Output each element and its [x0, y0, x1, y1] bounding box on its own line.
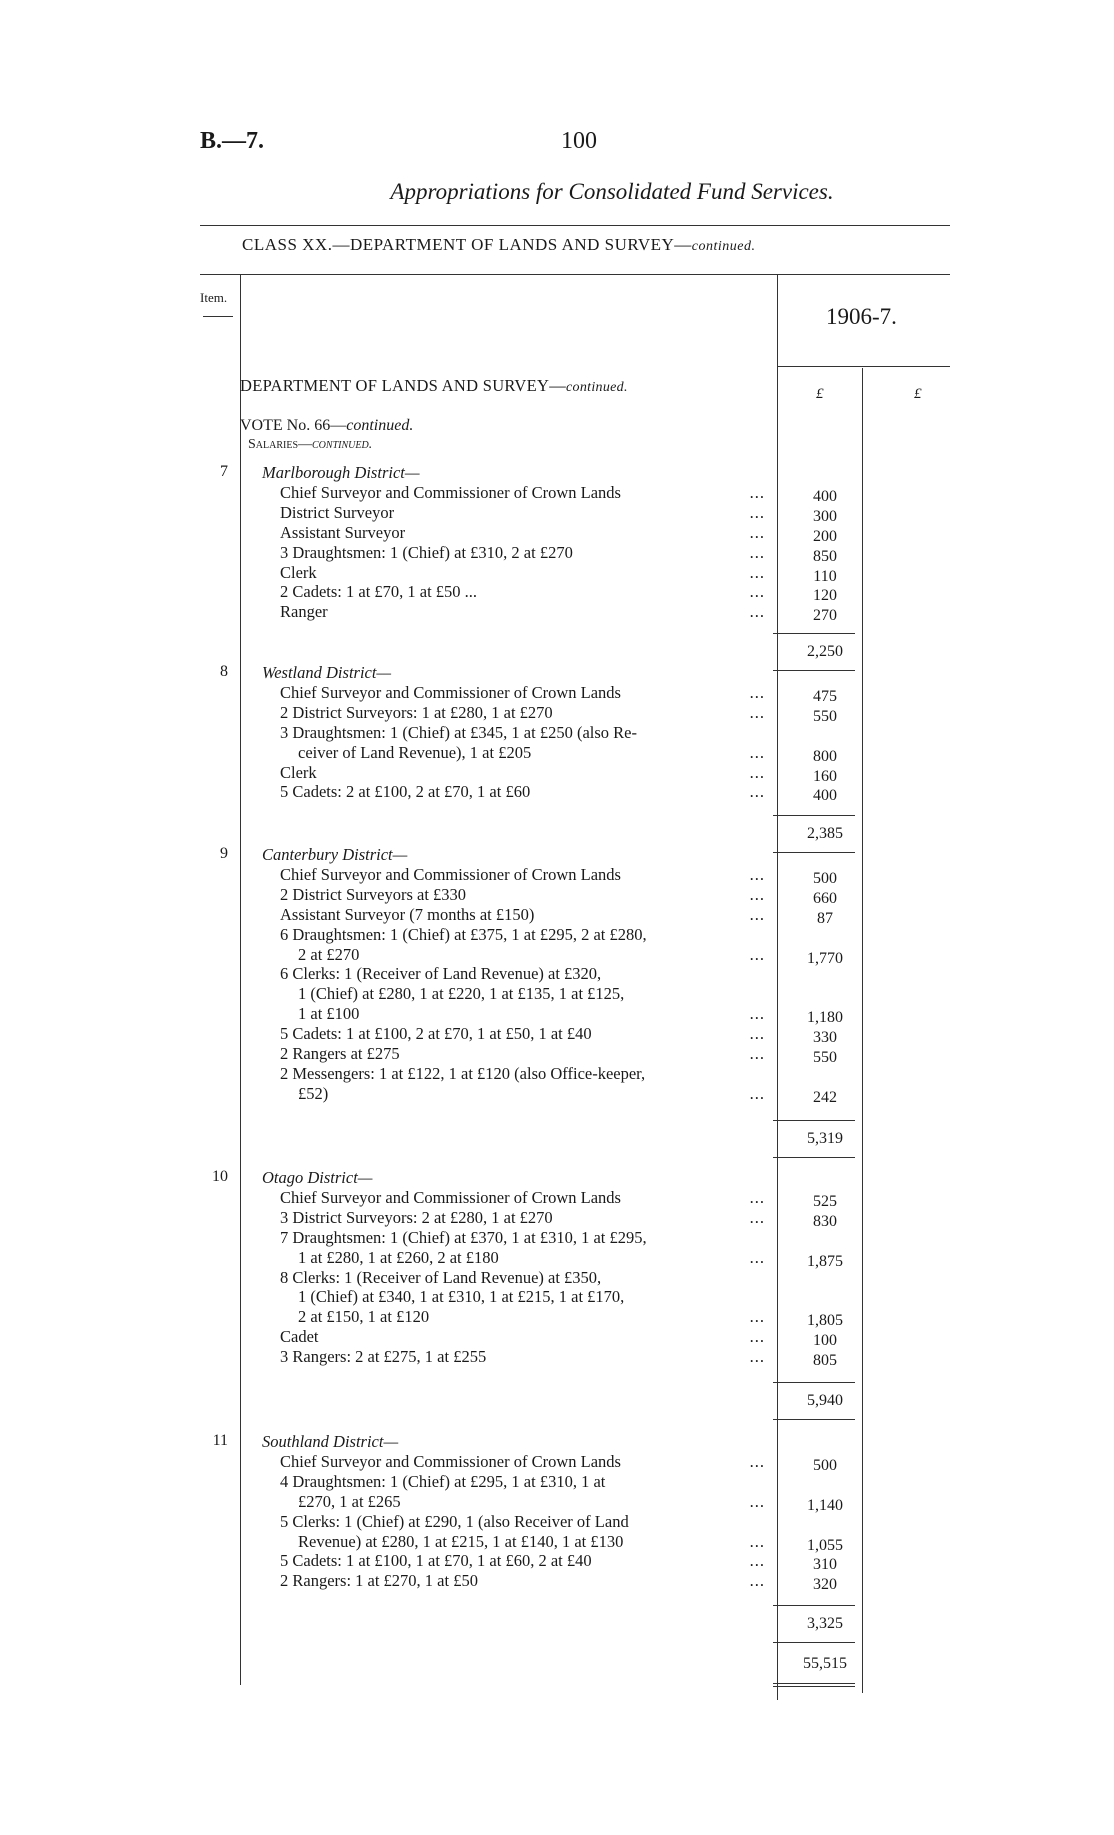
district-total: 5,319	[807, 1130, 843, 1147]
leader-dots: ...	[749, 482, 765, 502]
grand-total-rule-double	[773, 1686, 855, 1687]
line-item-amount: 1,180	[807, 1009, 843, 1027]
line-item-amount: 200	[813, 527, 837, 545]
line-item	[280, 925, 765, 945]
leader-dots: ...	[749, 1531, 765, 1551]
leader-dots: ...	[749, 782, 765, 802]
line-item	[298, 1307, 765, 1327]
pound-header-2: £	[914, 386, 922, 402]
line-item-text: 3 Rangers: 2 at £275, 1 at £255	[280, 1347, 487, 1367]
leader-dots: ...	[749, 542, 765, 562]
class-heading: CLASS XX.—DEPARTMENT OF LANDS AND SURVEY—continued.	[242, 235, 756, 254]
line-item	[280, 964, 765, 984]
line-item	[280, 1452, 765, 1472]
item-number: 11	[212, 1432, 228, 1449]
leader-dots: ...	[749, 1024, 765, 1044]
line-item-text: District Surveyor	[280, 502, 395, 522]
district-total: 5,940	[807, 1392, 843, 1409]
line-item-text: 1 (Chief) at £280, 1 at £220, 1 at £135, 1 at £125,	[298, 984, 625, 1004]
leader-dots: ...	[749, 502, 765, 522]
line-item	[280, 1512, 765, 1532]
item-number: 10	[212, 1168, 228, 1185]
line-item-amount: 500	[813, 1456, 837, 1474]
line-item	[280, 723, 765, 743]
line-item-text: 1 (Chief) at £340, 1 at £310, 1 at £215, 1 at £170,	[298, 1287, 625, 1307]
line-item-text: 2 at £150, 1 at £120	[298, 1307, 430, 1327]
line-item	[298, 1532, 765, 1552]
line-item-amount: 160	[813, 767, 837, 785]
item-column-header: Item.	[200, 290, 228, 305]
class-rule	[200, 274, 950, 275]
line-item-amount: 1,875	[807, 1252, 843, 1270]
leader-dots: ...	[749, 522, 765, 542]
line-item-amount: 550	[813, 707, 837, 725]
item-header-dash	[203, 316, 233, 317]
leader-dots: ...	[749, 904, 765, 924]
line-item	[280, 1347, 765, 1367]
line-item-amount: 110	[813, 567, 837, 585]
line-item	[280, 1208, 765, 1228]
line-item	[280, 543, 765, 563]
line-item-text: 7 Draughtsmen: 1 (Chief) at £370, 1 at £310, 1 at £295,	[280, 1227, 647, 1247]
item-number: 8	[220, 663, 228, 680]
line-item-text: Chief Surveyor and Commissioner of Crown Lands	[280, 682, 621, 702]
line-item-amount: 120	[813, 587, 837, 605]
leader-dots: ...	[749, 944, 765, 964]
line-item	[280, 782, 765, 802]
district-name: Westland District—	[262, 663, 392, 682]
year-rule	[777, 366, 950, 367]
line-item-amount: 800	[813, 747, 837, 765]
line-item	[280, 885, 765, 905]
district-name: Southland District—	[262, 1432, 399, 1451]
line-item	[298, 1084, 765, 1104]
leader-dots: ...	[749, 1187, 765, 1207]
line-item	[280, 1024, 765, 1044]
line-item-amount: 550	[813, 1049, 837, 1066]
line-item	[280, 602, 765, 622]
year-header: 1906-7.	[826, 304, 897, 329]
line-item-text: 2 Rangers at £275	[280, 1044, 400, 1063]
district-total: 2,250	[807, 643, 843, 660]
leader-dots: ...	[749, 1307, 765, 1327]
line-item	[280, 483, 765, 503]
subtotal-rule-top	[773, 1605, 855, 1606]
leader-dots: ...	[749, 1551, 765, 1571]
line-item	[280, 582, 765, 602]
line-item-text: 2 Rangers: 1 at £270, 1 at £50	[280, 1571, 478, 1591]
line-item	[280, 1188, 765, 1208]
line-item-text: Clerk	[280, 762, 317, 782]
subtotal-rule-bottom	[773, 1642, 855, 1643]
line-item-text: Ranger	[280, 602, 328, 622]
line-item-amount: 1,140	[807, 1496, 843, 1514]
line-item	[280, 905, 765, 925]
line-item-text: Assistant Surveyor	[280, 522, 406, 542]
top-rule	[200, 225, 950, 226]
line-item	[280, 763, 765, 783]
line-item-amount: 400	[813, 787, 837, 805]
line-item-amount: 310	[813, 1556, 837, 1574]
line-item	[280, 503, 765, 523]
line-item-amount: 270	[813, 607, 837, 625]
line-item-text: 4 Draughtsmen: 1 (Chief) at £295, 1 at £310, 1 at	[280, 1471, 606, 1491]
leader-dots: ...	[749, 1004, 765, 1024]
leader-dots: ...	[749, 1347, 765, 1367]
district-total: 2,385	[807, 825, 843, 842]
line-item-text: Chief Surveyor and Commissioner of Crown Lands	[280, 482, 621, 502]
subtotal-rule-top	[773, 1120, 855, 1121]
line-item	[280, 1327, 765, 1347]
line-item	[280, 703, 765, 723]
line-item-amount: 300	[813, 507, 837, 525]
line-item	[280, 865, 765, 885]
leader-dots: ...	[749, 742, 765, 762]
line-item-amount: 1,055	[807, 1536, 843, 1554]
line-item-text: 2 Messengers: 1 at £122, 1 at £120 (also Office-keeper,	[280, 1063, 646, 1083]
department-heading: DEPARTMENT OF LANDS AND SURVEY—continued.	[240, 376, 628, 395]
line-item	[280, 1472, 765, 1492]
line-item-text: £52)	[298, 1083, 329, 1103]
line-item	[280, 563, 765, 583]
leader-dots: ...	[749, 682, 765, 702]
salaries-heading: Salaries—continued.	[248, 437, 373, 452]
leader-dots: ...	[749, 1207, 765, 1227]
leader-dots: ...	[749, 1247, 765, 1267]
line-item-amount: 830	[813, 1212, 837, 1230]
vote-heading: VOTE No. 66—continued.	[240, 417, 414, 434]
leader-dots: ...	[749, 1571, 765, 1591]
leader-dots: ...	[749, 1451, 765, 1471]
total-column-divider	[862, 368, 863, 1693]
line-item	[298, 1287, 765, 1307]
line-item	[280, 1228, 765, 1248]
district-name: Marlborough District—	[262, 463, 420, 482]
subtotal-rule-top	[773, 1382, 855, 1383]
subtotal-rule-bottom	[773, 1419, 855, 1420]
line-item	[298, 743, 765, 763]
line-item-amount: 475	[813, 687, 837, 705]
line-item-text: 1 at £100	[298, 1004, 360, 1024]
line-item-amount: 87	[817, 909, 833, 927]
line-item-text: 2 Cadets: 1 at £70, 1 at £50 ...	[280, 582, 478, 602]
leader-dots: ...	[749, 884, 765, 904]
grand-total: 55,515	[803, 1655, 847, 1672]
leader-dots: ...	[749, 702, 765, 722]
line-item	[280, 683, 765, 703]
leader-dots: ...	[749, 1327, 765, 1347]
line-item-amount: 400	[813, 487, 837, 505]
line-item	[280, 1571, 765, 1591]
line-item-text: 1 at £280, 1 at £260, 2 at £180	[298, 1247, 499, 1267]
leader-dots: ...	[749, 562, 765, 582]
leader-dots: ...	[749, 864, 765, 884]
leader-dots: ...	[749, 1083, 765, 1103]
line-item-text: 6 Draughtsmen: 1 (Chief) at £375, 1 at £295, 2 at £280,	[280, 924, 647, 944]
line-item-text: 5 Clerks: 1 (Chief) at £290, 1 (also Receiver of Land	[280, 1511, 629, 1531]
leader-dots: ...	[749, 602, 765, 622]
line-item	[298, 1248, 765, 1268]
line-item-amount: 1,770	[807, 949, 843, 967]
line-item-amount: 330	[813, 1029, 837, 1047]
line-item-amount: 660	[813, 889, 837, 907]
line-item	[298, 1492, 765, 1512]
line-item-amount: 525	[813, 1192, 837, 1210]
document-reference: B.—7.	[200, 128, 265, 154]
line-item-text: 3 Draughtsmen: 1 (Chief) at £310, 2 at £270	[280, 542, 573, 562]
leader-dots: ...	[749, 1044, 765, 1063]
page-title: Appropriations for Consolidated Fund Services.	[390, 179, 834, 204]
line-item-text: 5 Cadets: 1 at £100, 2 at £70, 1 at £50, 1 at £40	[280, 1024, 592, 1044]
line-item-text: Chief Surveyor and Commissioner of Crown Lands	[280, 1187, 621, 1207]
line-item-amount: 320	[813, 1576, 837, 1594]
line-item-text: 8 Clerks: 1 (Receiver of Land Revenue) at £350,	[280, 1267, 602, 1287]
leader-dots: ...	[749, 762, 765, 782]
line-item-text: 2 District Surveyors at £330	[280, 884, 467, 904]
subtotal-rule-top	[773, 815, 855, 816]
line-item-text: ceiver of Land Revenue), 1 at £205	[298, 742, 532, 762]
line-item-text: £270, 1 at £265	[298, 1491, 401, 1511]
line-item	[298, 945, 765, 965]
line-item-amount: 1,805	[807, 1312, 843, 1330]
line-item	[280, 1064, 765, 1084]
item-number: 7	[220, 463, 228, 480]
line-item-text: 2 at £270	[298, 944, 360, 964]
line-item-text: Revenue) at £280, 1 at £215, 1 at £140, 1 at £130	[298, 1531, 624, 1551]
line-item-text: Cadet	[280, 1327, 319, 1347]
line-item-text: 2 District Surveyors: 1 at £280, 1 at £270	[280, 702, 553, 722]
district-name: Otago District—	[262, 1168, 373, 1187]
line-item-text: Chief Surveyor and Commissioner of Crown Lands	[280, 1451, 621, 1471]
line-item-amount: 242	[813, 1088, 837, 1106]
line-item-text: Clerk	[280, 562, 317, 582]
line-item	[298, 1004, 765, 1024]
leader-dots: ...	[749, 582, 765, 602]
line-item-text: 6 Clerks: 1 (Receiver of Land Revenue) at £320,	[280, 964, 602, 984]
line-item-text: 3 Draughtsmen: 1 (Chief) at £345, 1 at £250 (also Re-	[280, 722, 637, 742]
line-item-amount: 100	[813, 1332, 837, 1350]
district-total: 3,325	[807, 1615, 843, 1632]
amount-column-divider	[777, 275, 778, 1700]
line-item-text: 5 Cadets: 2 at £100, 2 at £70, 1 at £60	[280, 782, 531, 802]
line-item-amount: 805	[813, 1352, 837, 1370]
grand-total-rule	[773, 1683, 855, 1684]
item-number: 9	[220, 845, 228, 862]
line-item-text: 5 Cadets: 1 at £100, 1 at £70, 1 at £60, 2 at £40	[280, 1551, 592, 1571]
leader-dots: ...	[749, 1491, 765, 1511]
line-item	[280, 1268, 765, 1288]
line-item	[280, 523, 765, 543]
district-name: Canterbury District—	[262, 845, 408, 864]
line-item-text: Chief Surveyor and Commissioner of Crown Lands	[280, 864, 621, 884]
pound-header-1: £	[816, 386, 824, 402]
subtotal-rule-top	[773, 633, 855, 634]
line-item	[280, 1044, 765, 1064]
item-column-divider	[240, 275, 241, 1685]
line-item	[298, 984, 765, 1004]
line-item-amount: 500	[813, 869, 837, 887]
subtotal-rule-bottom	[773, 1157, 855, 1158]
page-number: 100	[561, 128, 597, 154]
line-item-amount: 850	[813, 547, 837, 565]
line-item	[280, 1551, 765, 1571]
line-item-text: Assistant Surveyor (7 months at £150)	[280, 904, 535, 924]
line-item-text: 3 District Surveyors: 2 at £280, 1 at £270	[280, 1207, 553, 1227]
